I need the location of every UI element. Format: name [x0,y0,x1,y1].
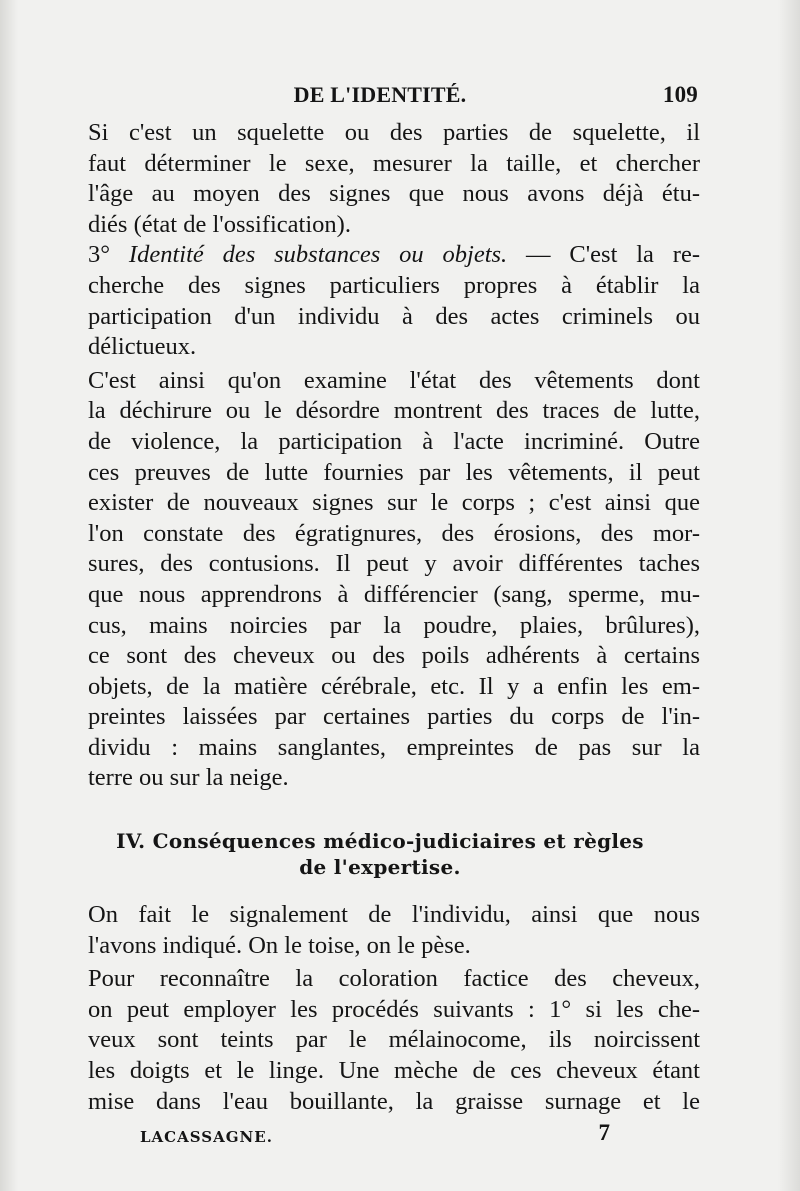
text-line: faut déterminer le sexe, mesurer la taille, et chercher [88,149,700,177]
text-line: l'on constate des égratignures, des érosions, des mor- [88,519,700,547]
section-heading-line: de l'expertise. [299,855,461,880]
text-line: on peut employer les procédés suivants : 1° si les che- [88,995,700,1023]
text-line: objets, de la matière cérébrale, etc. Il y a enfin les em- [88,672,700,700]
text-line: l'avons indiqué. On le toise, on le pèse. [88,931,471,959]
text-run: — C'est la re- [507,241,700,269]
running-title: DE L'IDENTITÉ. [293,82,467,107]
text-line: délictueux. [88,333,197,361]
paragraph-clothing-evidence [60,366,700,794]
section-heading-line: IV. Conséquences médico-judiciaires et règles [116,829,644,854]
text-line: ces preuves de lutte fournies par les vêtements, il peut [88,458,700,486]
main-text [60,118,700,1117]
sheet-number: 7 [598,1120,610,1145]
page-footer [140,1120,610,1150]
paragraph-identity-objects [60,240,700,362]
paragraph-skeleton [60,118,700,240]
item-number: 3° [88,241,129,269]
signature-mark: LACASSAGNE. [140,1128,273,1146]
text-line: les doigts et le linge. Une mèche de ces cheveux étant [88,1057,700,1085]
text-line: C'est ainsi qu'on examine l'état des vêtements dont [88,366,700,394]
text-line: cherche des signes particuliers propres à établir la [88,271,700,299]
text-line: l'âge au moyen des signes que nous avons déjà étu- [88,180,700,208]
text-line: exister de nouveaux signes sur le corps ; c'est ainsi que [88,489,700,517]
text-line [60,240,700,271]
paragraph-hair-coloration [60,964,700,1117]
section-heading [60,828,700,880]
text-line: que nous apprendrons à différencier (sang, sperme, mu- [88,580,700,608]
text-line: de violence, la participation à l'acte incriminé. Outre [88,427,700,455]
text-line: cus, mains noircies par la poudre, plaies, brûlures), [88,611,700,639]
text-line: participation d'un individu à des actes criminels ou [88,302,700,330]
text-line: dividu : mains sanglantes, empreintes de pas sur la [88,733,700,761]
page-number: 109 [662,82,698,107]
paragraph-description [60,900,700,961]
text-line: ce sont des cheveux ou des poils adhérents à certains [88,642,700,670]
text-line: veux sont teints par le mélainocome, ils noircissent [88,1026,700,1054]
text-line: Pour reconnaître la coloration factice des cheveux, [88,965,700,993]
text-line: preintes laissées par certaines parties du corps de l'in- [88,703,700,731]
text-line: diés (état de l'ossification). [88,210,351,238]
subsection-title: Identité des substances ou objets. [128,241,508,269]
text-line: mise dans l'eau bouillante, la graisse surnage et le [88,1087,700,1115]
text-line: On fait le signalement de l'individu, ainsi que nous [88,901,700,929]
text-line: sures, des contusions. Il peut y avoir différentes taches [88,550,700,578]
text-line: la déchirure ou le désordre montrent des traces de lutte, [88,397,700,425]
running-head [60,82,700,116]
text-line: Si c'est un squelette ou des parties de squelette, il [88,119,700,146]
text-line: terre ou sur la neige. [88,764,289,792]
